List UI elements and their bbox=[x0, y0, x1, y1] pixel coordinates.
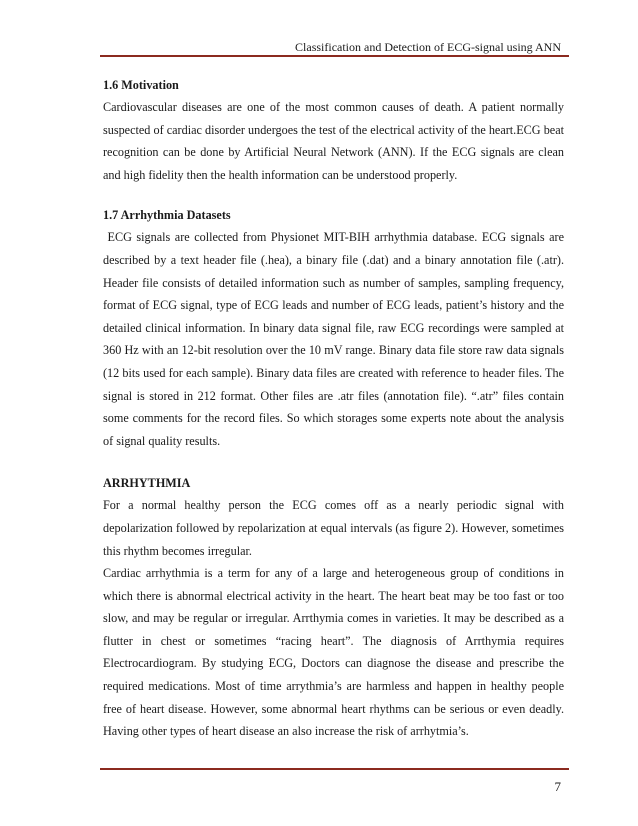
datasets-paragraph: ECG signals are collected from Physionet MIT-BIH arrhythmia database. ECG signals are described by a text header file (.hea), a binary file (.dat) and a binary annotation file (.atr). Header file consists of detailed information such as number of samples, sampling frequency, format of ECG signal, type of ECG leads and number of ECG leads, patient’s history and the detailed clinical information. In binary data signal file, raw ECG recordings were sampled at 360 Hz with an 12-bit resolution over the 10 mV range. Binary data file store raw data signals (12 bits used for each sample). Binary data files are created with reference to header files. The signal is stored in 212 format. Other files are .atr files (annotation file). “.atr” files contain some comments for the record files. So which storages some experts note about the analysis of signal quality results. bbox=[103, 230, 568, 448]
section-heading-motivation: 1.6 Motivation bbox=[103, 78, 179, 92]
footer-rule bbox=[100, 768, 569, 770]
page-number: 7 bbox=[554, 779, 561, 794]
section-spacer bbox=[103, 452, 564, 474]
page-body bbox=[103, 76, 568, 743]
arrhythmia-paragraph-1: For a normal healthy person the ECG comes off as a nearly periodic signal with depolarization followed by repolarization at equal intervals (as figure 2). However, sometimes this rhythm becomes irregular. bbox=[103, 498, 564, 558]
arrhythmia-paragraph-2: Cardiac arrhythmia is a term for any of a large and heterogeneous group of conditions in which there is abnormal electrical activity in the heart. The heart beat may be too fast or too slow, and may be regular or irregular. Arrthymia comes in varieties. It may be described as a flutter in chest or sometimes “racing heart”. The diagnosis of Arrthymia requires Electrocardiogram. By studying ECG, Doctors can diagnose the disease and prescribe the required medications. Most of time arrythmia’s are harmless and happen in healthy people free of heart disease. However, some abnormal heart rhythms can be serious or even deadly. Having other types of heart disease an also increase the risk of arrhytmia’s. bbox=[103, 566, 564, 739]
motivation-paragraph: Cardiovascular diseases are one of the most common causes of death. A patient normally suspected of cardiac disorder undergoes the test of the electrical activity of the heart.ECG beat recognition can be done by Artificial Neural Network (ANN). If the ECG signals are clean and high fidelity then the health information can be understood properly. bbox=[103, 100, 564, 182]
header-rule bbox=[100, 55, 569, 57]
section-spacer bbox=[103, 186, 564, 206]
section-heading-arrhythmia-datasets: 1.7 Arrhythmia Datasets bbox=[103, 208, 231, 223]
section-heading-arrhythmia: ARRHYTHMIA bbox=[103, 476, 191, 491]
running-header: Classification and Detection of ECG-signal using ANN bbox=[295, 40, 561, 54]
